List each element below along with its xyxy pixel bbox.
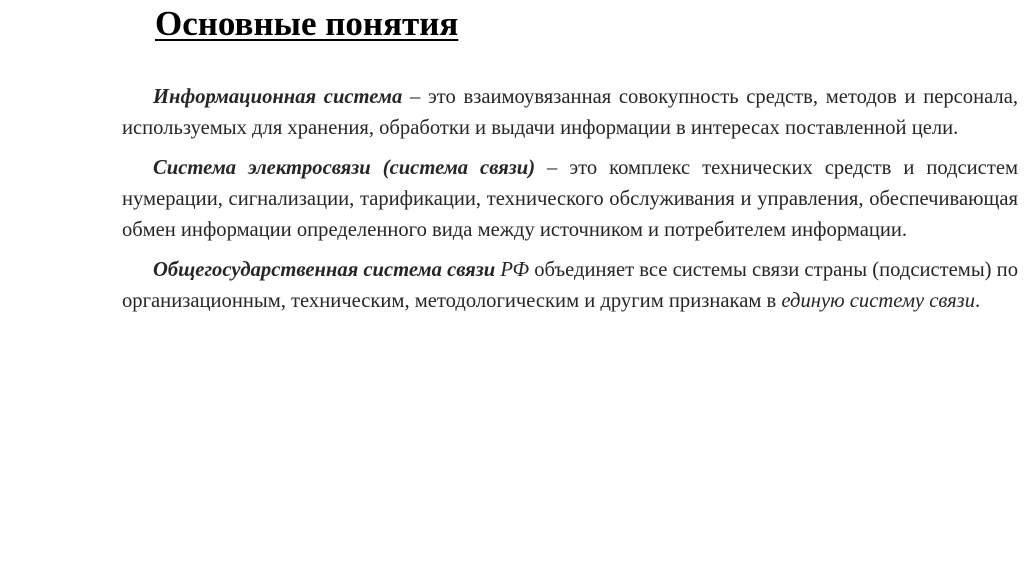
term-national-system: Общегосударственная система связи — [153, 259, 496, 281]
paragraph-telecom-system — [122, 153, 1018, 246]
paragraph-information-system — [122, 82, 1018, 144]
paragraph-end: . — [975, 290, 981, 312]
definition-telecom-system: – это комплекс технических средств и подсистем нумерации, сигнализации, тарификации, технического обслуживания и управления, обеспечивающая обмен информации определенного вида между источником и потребителем информации. — [122, 157, 1018, 241]
definition-national-system: объединяет все системы связи страны (подсистемы) по организационным, техническим, методологическим и другим признакам в — [122, 259, 1018, 312]
term-telecom-system: Система электросвязи (система связи) — [153, 157, 536, 179]
slide-title: Основные понятия — [155, 4, 459, 43]
paragraph-national-system — [122, 255, 1018, 317]
emphasis-unified-system: единую систему связи — [781, 290, 975, 312]
term-national-system-suffix: РФ — [495, 259, 530, 281]
term-information-system: Информационная система — [153, 86, 403, 108]
slide-body — [122, 82, 1018, 326]
definition-information-system: – это взаимоувязанная совокупность средств, методов и персонала, используемых для хранения, обработки и выдачи информации в интересах поставленной цели. — [122, 86, 1018, 139]
